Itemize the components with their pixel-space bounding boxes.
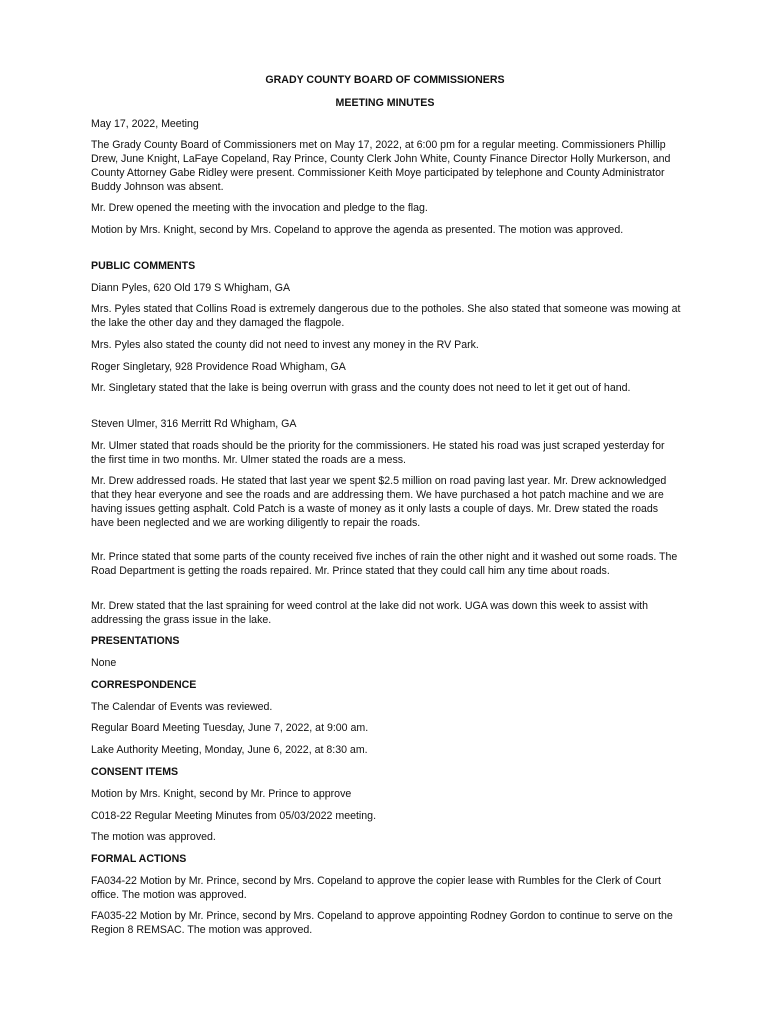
comment-paragraph: Mr. Drew stated that the last spraining for weed control at the lake did not work. UGA was down this week to assist with addressing the grass issue in the lake. [91, 600, 649, 626]
consent-item: Motion by Mrs. Knight, second by Mr. Prince to approve [91, 788, 352, 800]
section-heading-formal-actions: FORMAL ACTIONS [91, 853, 187, 865]
speaker-name: Roger Singletary, 928 Providence Road Whigham, GA [91, 361, 346, 373]
opening-paragraph: Mr. Drew opened the meeting with the invocation and pledge to the flag. [91, 202, 428, 214]
presentations-text: None [91, 657, 117, 669]
document-title: GRADY COUNTY BOARD OF COMMISSIONERS [265, 74, 505, 86]
comment-paragraph: Mrs. Pyles stated that Collins Road is extremely dangerous due to the potholes. She also stated that someone was mowing at the lake the other day and they damaged the flagpole. [91, 303, 681, 329]
correspondence-item: The Calendar of Events was reviewed. [91, 701, 273, 713]
speaker-name: Diann Pyles, 620 Old 179 S Whigham, GA [91, 282, 291, 294]
section-heading-correspondence: CORRESPONDENCE [91, 679, 197, 691]
comment-paragraph: Mr. Singletary stated that the lake is being overrun with grass and the county does not need to let it get out of hand. [91, 382, 631, 394]
meeting-date: May 17, 2022, Meeting [91, 118, 199, 130]
formal-action-item: FA035-22 Motion by Mr. Prince, second by Mrs. Copeland to approve appointing Rodney Gordon to continue to serve on the Region 8 REMSAC. The motion was approved. [91, 910, 673, 936]
correspondence-item: Lake Authority Meeting, Monday, June 6, 2022, at 8:30 am. [91, 744, 368, 756]
comment-paragraph: Mrs. Pyles also stated the county did not need to invest any money in the RV Park. [91, 339, 479, 351]
document-subtitle: MEETING MINUTES [335, 97, 435, 109]
section-heading-public-comments: PUBLIC COMMENTS [91, 260, 196, 272]
consent-item: The motion was approved. [91, 831, 216, 843]
speaker-name: Steven Ulmer, 316 Merritt Rd Whigham, GA [91, 418, 297, 430]
consent-item: C018-22 Regular Meeting Minutes from 05/03/2022 meeting. [91, 810, 377, 822]
section-heading-consent-items: CONSENT ITEMS [91, 766, 179, 778]
comment-paragraph: Mr. Ulmer stated that roads should be the priority for the commissioners. He stated his road was just scraped yesterday for the first time in two months. Mr. Ulmer stated the roads are a mess. [91, 440, 665, 466]
comment-paragraph: Mr. Prince stated that some parts of the county received five inches of rain the other night and it washed out some roads. The Road Department is getting the roads repaired. Mr. Prince stated that they could call him any time about roads. [91, 551, 678, 577]
attendance-paragraph: The Grady County Board of Commissioners met on May 17, 2022, at 6:00 pm for a regular meeting. Commissioners Phillip Drew, June Knight, LaFaye Copeland, Ray Prince, County Clerk John White, County Finance Director Holly Murkerson, and County Attorney Gabe Ridley were present. Commissioner Keith Moye participated by telephone and County Administrator Buddy Johnson was absent. [91, 139, 671, 193]
comment-paragraph: Mr. Drew addressed roads. He stated that last year we spent $2.5 million on road paving last year. Mr. Drew acknowledged that they hear everyone and see the roads and are addressing them. We have purchased a hot patch machine and we are having issues getting asphalt. Cold Patch is a waste of money as it only lasts a couple of days. Mr. Drew stated the roads have been neglected and we are working diligently to repair the roads. [91, 475, 667, 529]
section-heading-presentations: PRESENTATIONS [91, 635, 180, 647]
agenda-motion-paragraph: Motion by Mrs. Knight, second by Mrs. Copeland to approve the agenda as presented. The motion was approved. [91, 224, 624, 236]
correspondence-item: Regular Board Meeting Tuesday, June 7, 2022, at 9:00 am. [91, 722, 369, 734]
formal-action-item: FA034-22 Motion by Mr. Prince, second by Mrs. Copeland to approve the copier lease with Rumbles for the Clerk of Court office. The motion was approved. [91, 875, 661, 901]
